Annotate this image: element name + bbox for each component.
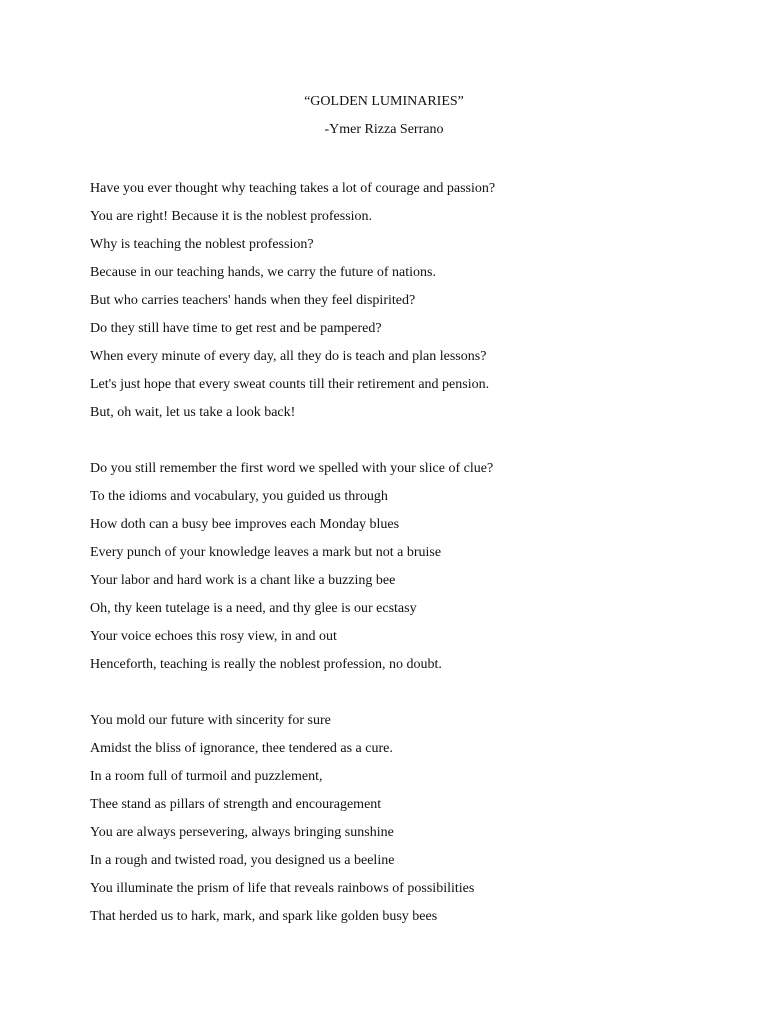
poem-line: But who carries teachers' hands when they feel dispirited? xyxy=(90,293,416,308)
poem-title: “GOLDEN LUMINARIES” xyxy=(304,94,464,109)
title-block xyxy=(0,92,768,140)
poem-line: In a rough and twisted road, you designed us a beeline xyxy=(90,853,395,868)
stanza-2 xyxy=(90,455,730,679)
poem-line: Henceforth, teaching is really the noblest profession, no doubt. xyxy=(90,657,442,672)
poem-line: When every minute of every day, all they do is teach and plan lessons? xyxy=(90,349,487,364)
poem-author: -Ymer Rizza Serrano xyxy=(324,122,444,137)
poem-line: You are right! Because it is the noblest profession. xyxy=(90,209,373,224)
poem-line: You are always persevering, always bringing sunshine xyxy=(90,825,394,840)
stanza-3 xyxy=(90,707,730,931)
poem-line: Every punch of your knowledge leaves a mark but not a bruise xyxy=(90,545,442,560)
poem-line: But, oh wait, let us take a look back! xyxy=(90,405,296,420)
poem-line: Amidst the bliss of ignorance, thee tendered as a cure. xyxy=(90,741,393,756)
poem-line: In a room full of turmoil and puzzlement, xyxy=(90,769,323,784)
poem-body xyxy=(90,175,730,959)
stanza-1 xyxy=(90,175,730,427)
poem-line: Thee stand as pillars of strength and encouragement xyxy=(90,797,382,812)
poem-line: Why is teaching the noblest profession? xyxy=(90,237,314,252)
poem-line: You illuminate the prism of life that reveals rainbows of possibilities xyxy=(90,881,475,896)
poem-line: Do you still remember the first word we spelled with your slice of clue? xyxy=(90,461,494,476)
poem-line: Your labor and hard work is a chant like a buzzing bee xyxy=(90,573,396,588)
poem-line: Your voice echoes this rosy view, in and out xyxy=(90,629,337,644)
poem-line: Let's just hope that every sweat counts till their retirement and pension. xyxy=(90,377,490,392)
poem-line: You mold our future with sincerity for sure xyxy=(90,713,331,728)
poem-line: That herded us to hark, mark, and spark like golden busy bees xyxy=(90,909,438,924)
poem-line: How doth can a busy bee improves each Monday blues xyxy=(90,517,400,532)
poem-line: Because in our teaching hands, we carry the future of nations. xyxy=(90,265,436,280)
poem-line: Oh, thy keen tutelage is a need, and thy glee is our ecstasy xyxy=(90,601,417,616)
poem-line: Do they still have time to get rest and be pampered? xyxy=(90,321,382,336)
poem-line: Have you ever thought why teaching takes a lot of courage and passion? xyxy=(90,181,496,196)
poem-line: To the idioms and vocabulary, you guided us through xyxy=(90,489,388,504)
